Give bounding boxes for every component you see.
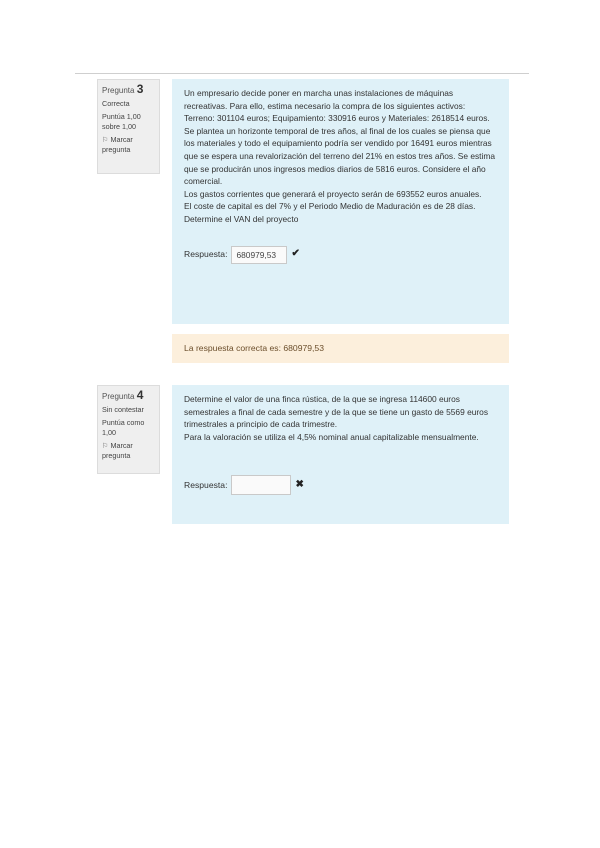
question-3-text-1: Un empresario decide poner en marcha unas instalaciones de máquinas recreativas. Para ello, estima necesario la compra de los siguientes activos: Terreno: 301104 euros; Equipamiento: 330916 euros y Materiales: 2618514 euros. xyxy=(184,88,490,124)
incorrect-cross-icon: ✖ xyxy=(295,479,304,491)
question-4-text-1: Determine el valor de una finca rústica, de la que se ingresa 114600 euros semestrales a final de cada semestre y de la que se tiene un gasto de 5569 euros trimestrales a principio de cada trimestre. xyxy=(184,394,489,430)
answer-label: Respuesta: xyxy=(184,249,228,260)
question-4-number: Pregunta 4 xyxy=(102,388,144,402)
flag-question-3-button[interactable]: ⚐ Marcar pregunta xyxy=(102,135,133,154)
question-3-text-4: El coste de capital es del 7% y el Periodo Medio de Maduración es de 28 días. xyxy=(184,201,476,212)
question-4-text-2: Para la valoración se utiliza el 4,5% nominal anual capitalizable mensualmente. xyxy=(184,431,479,442)
question-4-score: Puntúa como 1,00 xyxy=(102,418,145,437)
question-3-content xyxy=(172,79,509,324)
question-3-text-2: Se plantea un horizonte temporal de tres años, al final de los cuales se piensa que los materiales y todo el equipamiento podría ser vendido por 16491 euros mientras que se espera una revalorización del terreno del 21% en estos tres años. Se estima que se producirán unos ingresos medios diarios de 5816 euros. Considere el año comercial. xyxy=(184,125,495,187)
question-3-text-3: Los gastos corrientes que generará el proyecto serán de 693552 euros anuales. xyxy=(184,188,482,199)
question-4-content xyxy=(172,385,509,524)
quiz-review-screen xyxy=(75,73,529,535)
question-4-answer-input[interactable] xyxy=(231,475,291,495)
question-3-answer-input[interactable] xyxy=(231,246,287,264)
question-3-answer-row xyxy=(184,246,497,264)
answer-label: Respuesta: xyxy=(184,480,228,491)
question-3-status: Correcta xyxy=(102,99,130,108)
question-3-number: Pregunta 3 xyxy=(102,82,144,96)
question-4-status: Sin contestar xyxy=(102,405,144,414)
question-4-info xyxy=(97,385,160,474)
flag-icon: ⚐ xyxy=(102,441,109,450)
question-3-text-5: Determine el VAN del proyecto xyxy=(184,213,299,224)
question-3-score: Puntúa 1,00 sobre 1,00 xyxy=(102,112,141,131)
question-4-answer-row xyxy=(184,475,497,495)
question-3-feedback: La respuesta correcta es: 680979,53 xyxy=(172,334,509,363)
correct-check-icon: ✔ xyxy=(291,248,300,260)
flag-question-4-button[interactable]: ⚐ Marcar pregunta xyxy=(102,441,133,460)
flag-icon: ⚐ xyxy=(102,135,109,144)
question-3-info xyxy=(97,79,160,174)
